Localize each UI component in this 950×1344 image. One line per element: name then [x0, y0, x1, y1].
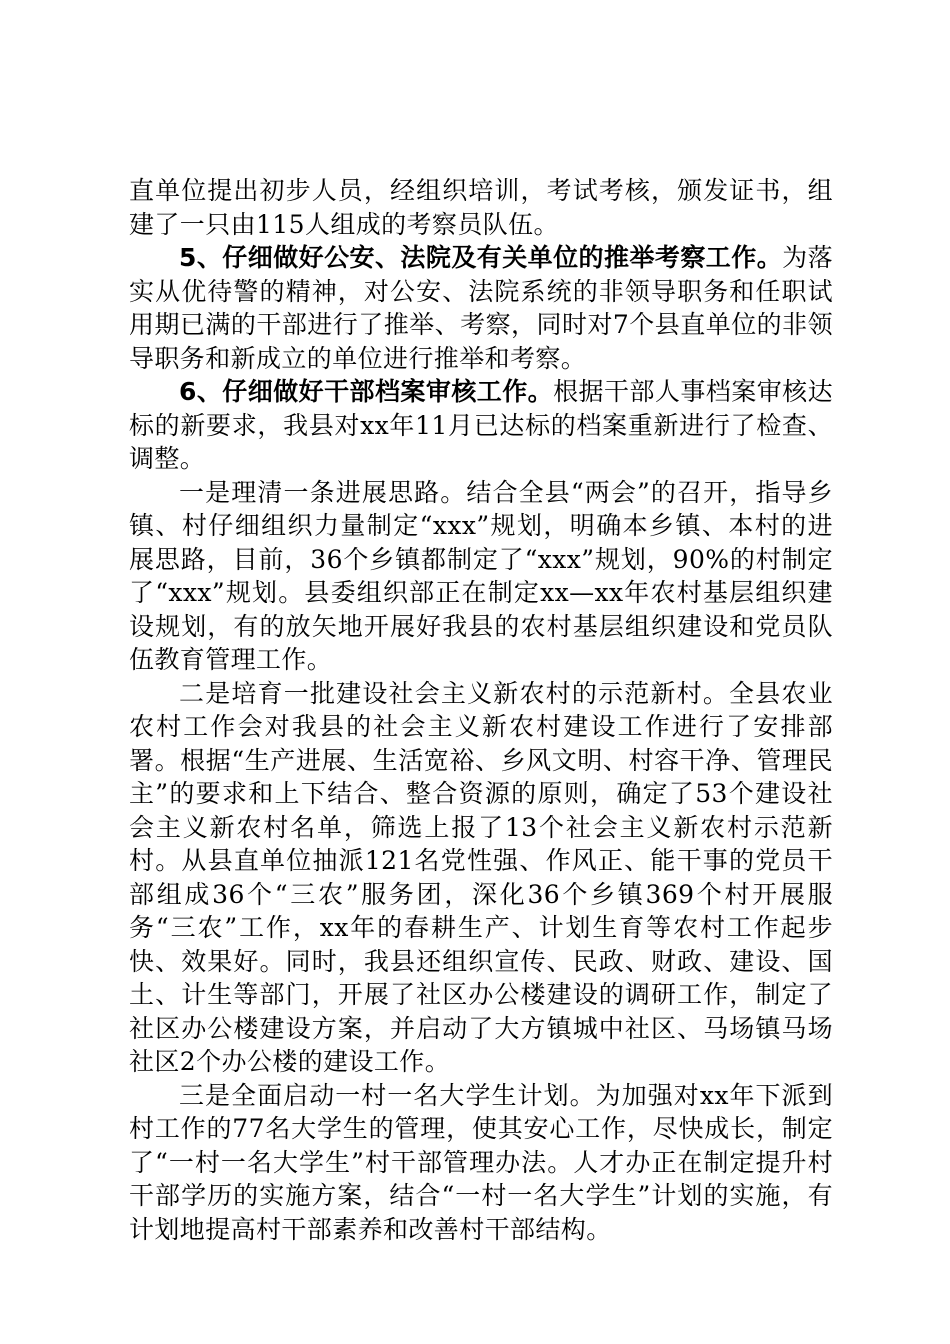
- paragraph-text: 二是培育一批建设社会主义新农村的示范新村。全县农业农村工作会对我县的社会主义新农村建设工作进行了安排部署。根据“生产进展、生活宽裕、乡风文明、村容干净、管理民主”的要求和上下结合、整合资源的原则，确定了53个建设社会主义新农村名单，筛选上报了13个社会主义新农村示范新村。从县直单位抽派121名党性强、作风正、能干事的党员干部组成36个“三农”服务团，深化36个乡镇369个村开展服务“三农”工作，xx年的春耕生产、计划生育等农村工作起步快、效果好。同时，我县还组织宣传、民政、财政、建设、国土、计生等部门，开展了社区办公楼建设的调研工作，制定了社区办公楼建设方案，并启动了大方镇城中社区、马场镇马场社区2个办公楼的建设工作。: [129, 678, 833, 1076]
- paragraph-text: 直单位提出初步人员，经组织培训，考试考核，颁发证书，组建了一只由115人组成的考察员队伍。: [129, 176, 833, 239]
- paragraph-item-2: [129, 677, 833, 1079]
- paragraph-continuation: [129, 174, 833, 241]
- paragraph-text: 一是理清一条进展思路。结合全县“两会”的召开，指导乡镇、村仔细组织力量制定“xxx”规划，明确本乡镇、本村的进展思路，目前，36个乡镇都制定了“xxx”规划，90%的村制定了“xxx”规划。县委组织部正在制定xx—xx年农村基层组织建设规划，有的放矢地开展好我县的农村基层组织建设和党员队伍教育管理工作。: [129, 477, 833, 674]
- paragraph-item-1: [129, 476, 833, 677]
- section-heading: 5、仔细做好公安、法院及有关单位的推举考察工作。: [179, 243, 783, 272]
- paragraph-item-3: [129, 1079, 833, 1247]
- paragraph-section-5: [129, 241, 833, 375]
- paragraph-text: 三是全面启动一村一名大学生计划。为加强对xx年下派到村工作的77名大学生的管理，使其安心工作，尽快成长，制定了“一村一名大学生”村干部管理办法。人才办正在制定提升村干部学历的实施方案，结合“一村一名大学生”计划的实施，有计划地提高村干部素养和改善村干部结构。: [129, 1080, 833, 1244]
- paragraph-text: 根据干部人事档案审核达标的新要求，我县对xx年11月已达标的档案重新进行了检查、调整。: [129, 377, 833, 473]
- section-heading: 6、仔细做好干部档案审核工作。: [179, 377, 554, 406]
- paragraph-section-6: [129, 375, 833, 476]
- paragraph-text: 为落实从优待警的精神，对公安、法院系统的非领导职务和任职试用期已满的干部进行了推举、考察，同时对7个县直单位的非领导职务和新成立的单位进行推举和考察。: [129, 243, 833, 373]
- document-body: [129, 174, 833, 1246]
